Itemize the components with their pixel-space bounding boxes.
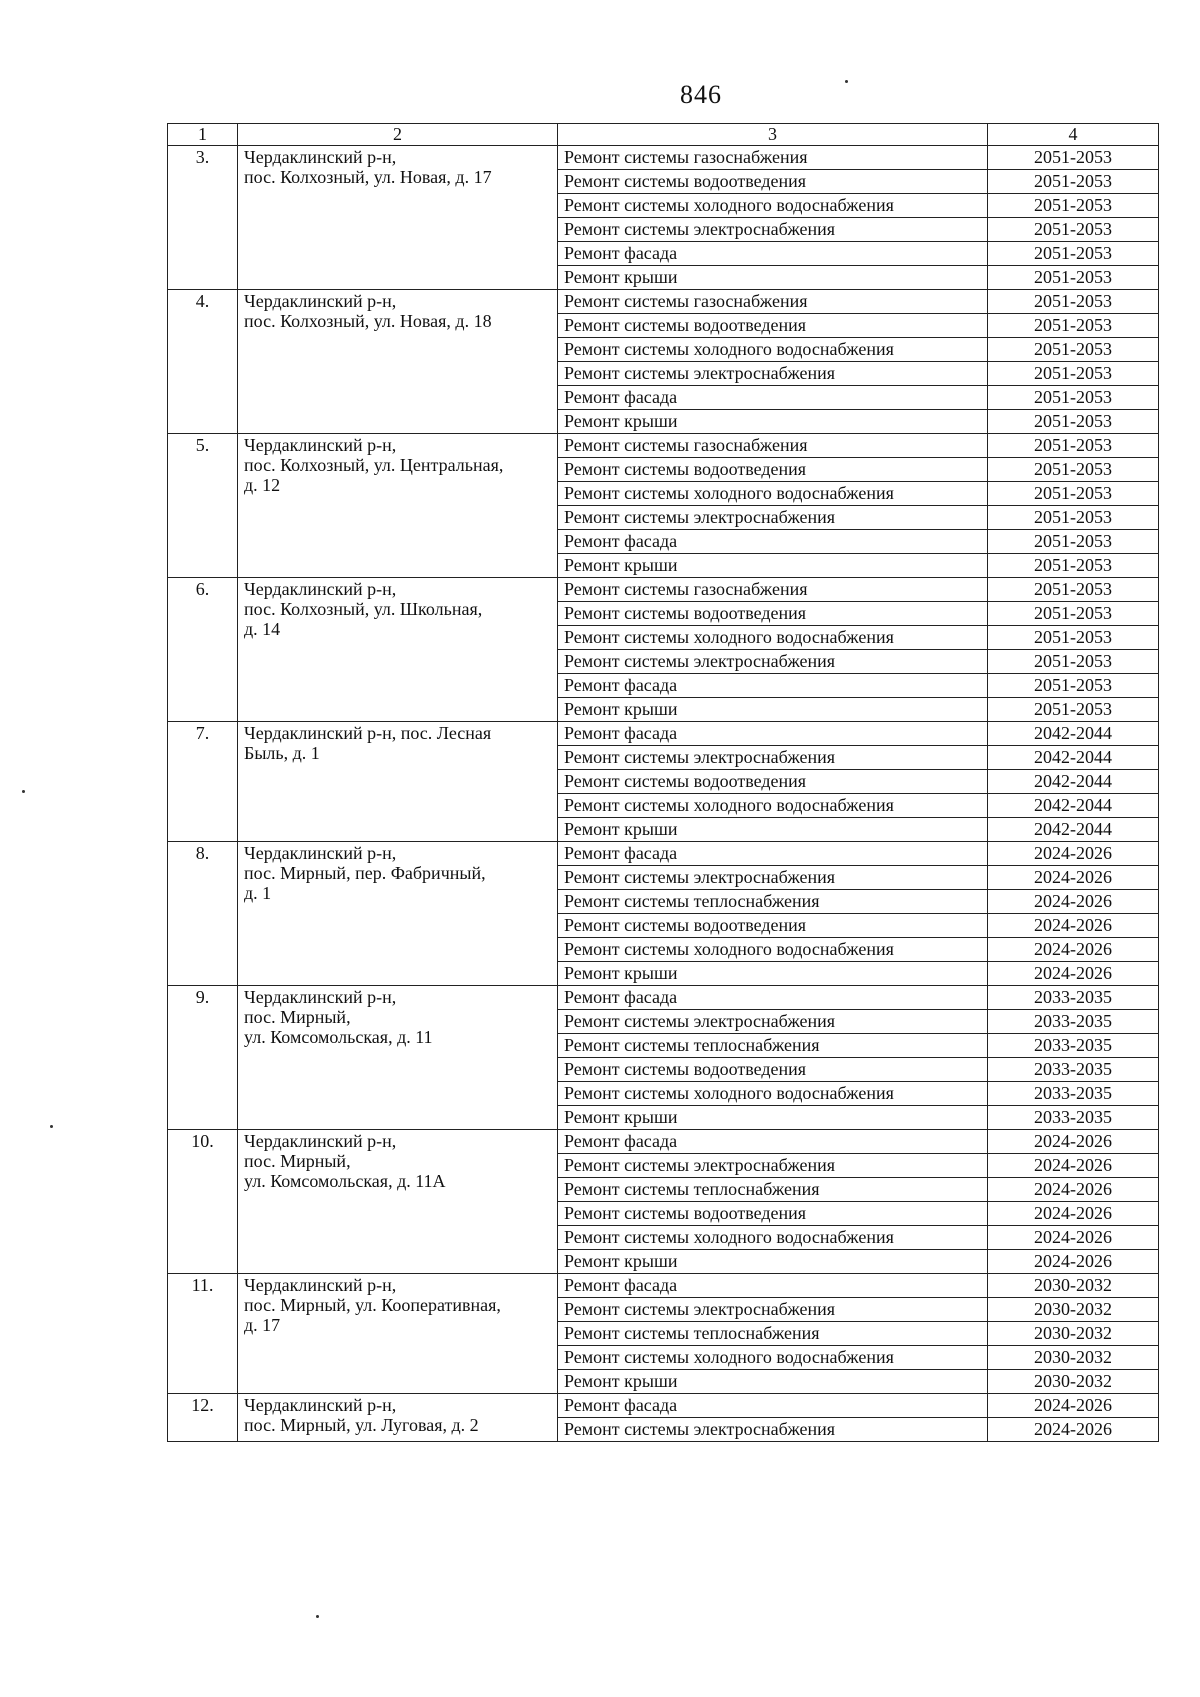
- work-type: Ремонт крыши: [558, 818, 988, 842]
- work-type: Ремонт системы теплоснабжения: [558, 1034, 988, 1058]
- item-number: 3.: [168, 146, 238, 290]
- work-type: Ремонт фасада: [558, 1130, 988, 1154]
- work-period: 2042-2044: [988, 818, 1159, 842]
- work-period: 2051-2053: [988, 578, 1159, 602]
- work-period: 2042-2044: [988, 746, 1159, 770]
- header-col-2: 2: [238, 124, 558, 146]
- table-row: [168, 986, 1159, 1010]
- work-period: 2051-2053: [988, 554, 1159, 578]
- address-line: пос. Колхозный, ул. Школьная,: [244, 599, 483, 619]
- work-period: 2024-2026: [988, 938, 1159, 962]
- work-type: Ремонт системы водоотведения: [558, 914, 988, 938]
- work-period: 2051-2053: [988, 698, 1159, 722]
- address-line: пос. Мирный, ул. Луговая, д. 2: [244, 1415, 479, 1435]
- address-line: Чердаклинский р-н,: [244, 987, 397, 1007]
- address-line: пос. Колхозный, ул. Центральная,: [244, 455, 504, 475]
- work-type: Ремонт системы холодного водоснабжения: [558, 194, 988, 218]
- work-period: 2024-2026: [988, 1250, 1159, 1274]
- work-period: 2030-2032: [988, 1346, 1159, 1370]
- work-period: 2024-2026: [988, 1130, 1159, 1154]
- address-line: пос. Колхозный, ул. Новая, д. 18: [244, 311, 492, 331]
- work-type: Ремонт системы водоотведения: [558, 170, 988, 194]
- work-type: Ремонт крыши: [558, 266, 988, 290]
- work-period: 2051-2053: [988, 194, 1159, 218]
- work-period: 2051-2053: [988, 482, 1159, 506]
- work-period: 2051-2053: [988, 602, 1159, 626]
- address-line: Чердаклинский р-н,: [244, 1275, 397, 1295]
- work-period: 2024-2026: [988, 1154, 1159, 1178]
- work-type: Ремонт системы холодного водоснабжения: [558, 1346, 988, 1370]
- work-type: Ремонт системы водоотведения: [558, 602, 988, 626]
- building-address: [238, 290, 558, 434]
- work-period: 2024-2026: [988, 1202, 1159, 1226]
- scan-speck: [316, 1615, 319, 1618]
- table-row: [168, 722, 1159, 746]
- address-line: д. 12: [244, 475, 281, 495]
- address-line: Быль, д. 1: [244, 743, 320, 763]
- address-line: пос. Мирный, ул. Кооперативная,: [244, 1295, 501, 1315]
- work-period: 2033-2035: [988, 1106, 1159, 1130]
- address-line: пос. Колхозный, ул. Новая, д. 17: [244, 167, 492, 187]
- work-period: 2051-2053: [988, 146, 1159, 170]
- work-type: Ремонт системы теплоснабжения: [558, 1178, 988, 1202]
- work-type: Ремонт системы электроснабжения: [558, 650, 988, 674]
- table-row: [168, 1274, 1159, 1298]
- work-type: Ремонт системы холодного водоснабжения: [558, 338, 988, 362]
- work-period: 2051-2053: [988, 314, 1159, 338]
- table-row: [168, 146, 1159, 170]
- building-address: [238, 722, 558, 842]
- header-row: [168, 124, 1159, 146]
- work-type: Ремонт системы водоотведения: [558, 1202, 988, 1226]
- work-period: 2033-2035: [988, 1034, 1159, 1058]
- work-type: Ремонт фасада: [558, 1394, 988, 1418]
- table-row: [168, 290, 1159, 314]
- work-type: Ремонт системы холодного водоснабжения: [558, 1226, 988, 1250]
- work-period: 2024-2026: [988, 890, 1159, 914]
- work-type: Ремонт системы электроснабжения: [558, 1154, 988, 1178]
- work-type: Ремонт фасада: [558, 242, 988, 266]
- table-body: [168, 124, 1159, 1442]
- building-address: [238, 1130, 558, 1274]
- table-row: [168, 434, 1159, 458]
- work-period: 2030-2032: [988, 1322, 1159, 1346]
- work-type: Ремонт крыши: [558, 410, 988, 434]
- work-type: Ремонт системы газоснабжения: [558, 578, 988, 602]
- work-type: Ремонт системы холодного водоснабжения: [558, 938, 988, 962]
- work-type: Ремонт системы электроснабжения: [558, 746, 988, 770]
- work-type: Ремонт системы холодного водоснабжения: [558, 482, 988, 506]
- work-period: 2024-2026: [988, 1178, 1159, 1202]
- address-line: д. 14: [244, 619, 281, 639]
- work-type: Ремонт системы водоотведения: [558, 458, 988, 482]
- work-period: 2033-2035: [988, 1010, 1159, 1034]
- table-row: [168, 1394, 1159, 1418]
- work-type: Ремонт системы холодного водоснабжения: [558, 794, 988, 818]
- work-type: Ремонт системы водоотведения: [558, 1058, 988, 1082]
- work-period: 2030-2032: [988, 1370, 1159, 1394]
- address-line: Чердаклинский р-н,: [244, 579, 397, 599]
- work-period: 2024-2026: [988, 866, 1159, 890]
- work-type: Ремонт крыши: [558, 1370, 988, 1394]
- work-type: Ремонт крыши: [558, 1106, 988, 1130]
- work-type: Ремонт системы электроснабжения: [558, 506, 988, 530]
- address-line: Чердаклинский р-н,: [244, 843, 397, 863]
- header-col-3: 3: [558, 124, 988, 146]
- work-type: Ремонт фасада: [558, 722, 988, 746]
- building-address: [238, 434, 558, 578]
- work-type: Ремонт системы электроснабжения: [558, 1010, 988, 1034]
- work-period: 2051-2053: [988, 410, 1159, 434]
- item-number: 9.: [168, 986, 238, 1130]
- address-line: пос. Мирный,: [244, 1151, 351, 1171]
- header-col-4: 4: [988, 124, 1159, 146]
- address-line: Чердаклинский р-н,: [244, 147, 397, 167]
- work-period: 2051-2053: [988, 626, 1159, 650]
- work-period: 2051-2053: [988, 506, 1159, 530]
- work-period: 2042-2044: [988, 722, 1159, 746]
- address-line: Чердаклинский р-н,: [244, 1131, 397, 1151]
- work-period: 2051-2053: [988, 218, 1159, 242]
- work-type: Ремонт системы водоотведения: [558, 314, 988, 338]
- work-type: Ремонт фасада: [558, 674, 988, 698]
- work-period: 2030-2032: [988, 1274, 1159, 1298]
- work-period: 2024-2026: [988, 1394, 1159, 1418]
- page-number: 846: [680, 80, 722, 109]
- building-address: [238, 578, 558, 722]
- building-address: [238, 986, 558, 1130]
- scan-speck: [50, 1125, 53, 1128]
- work-type: Ремонт системы газоснабжения: [558, 434, 988, 458]
- address-line: Чердаклинский р-н,: [244, 435, 397, 455]
- table-row: [168, 1130, 1159, 1154]
- work-period: 2051-2053: [988, 458, 1159, 482]
- work-period: 2051-2053: [988, 338, 1159, 362]
- building-address: [238, 1394, 558, 1442]
- work-period: 2051-2053: [988, 386, 1159, 410]
- item-number: 11.: [168, 1274, 238, 1394]
- work-period: 2051-2053: [988, 530, 1159, 554]
- work-period: 2051-2053: [988, 170, 1159, 194]
- work-period: 2024-2026: [988, 842, 1159, 866]
- work-type: Ремонт системы холодного водоснабжения: [558, 1082, 988, 1106]
- work-type: Ремонт системы теплоснабжения: [558, 890, 988, 914]
- address-line: Чердаклинский р-н,: [244, 1395, 397, 1415]
- work-type: Ремонт системы электроснабжения: [558, 866, 988, 890]
- repair-schedule-table: [167, 123, 1159, 1442]
- item-number: 12.: [168, 1394, 238, 1442]
- work-type: Ремонт системы электроснабжения: [558, 218, 988, 242]
- scan-speck: [845, 80, 848, 83]
- work-period: 2051-2053: [988, 650, 1159, 674]
- scan-speck: [22, 790, 25, 793]
- work-period: 2042-2044: [988, 770, 1159, 794]
- address-line: пос. Мирный, пер. Фабричный,: [244, 863, 486, 883]
- work-type: Ремонт фасада: [558, 1274, 988, 1298]
- address-line: д. 17: [244, 1315, 281, 1335]
- item-number: 7.: [168, 722, 238, 842]
- header-col-1: 1: [168, 124, 238, 146]
- work-type: Ремонт системы электроснабжения: [558, 1298, 988, 1322]
- work-type: Ремонт фасада: [558, 530, 988, 554]
- item-number: 6.: [168, 578, 238, 722]
- work-type: Ремонт системы газоснабжения: [558, 146, 988, 170]
- address-line: пос. Мирный,: [244, 1007, 351, 1027]
- work-type: Ремонт фасада: [558, 842, 988, 866]
- work-type: Ремонт системы газоснабжения: [558, 290, 988, 314]
- address-line: Чердаклинский р-н,: [244, 291, 397, 311]
- address-line: ул. Комсомольская, д. 11А: [244, 1171, 446, 1191]
- item-number: 5.: [168, 434, 238, 578]
- work-type: Ремонт крыши: [558, 1250, 988, 1274]
- table-row: [168, 842, 1159, 866]
- address-line: ул. Комсомольская, д. 11: [244, 1027, 433, 1047]
- item-number: 4.: [168, 290, 238, 434]
- work-type: Ремонт крыши: [558, 962, 988, 986]
- work-type: Ремонт крыши: [558, 554, 988, 578]
- work-period: 2051-2053: [988, 362, 1159, 386]
- address-line: Чердаклинский р-н, пос. Лесная: [244, 723, 492, 743]
- work-period: 2030-2032: [988, 1298, 1159, 1322]
- work-period: 2024-2026: [988, 914, 1159, 938]
- item-number: 8.: [168, 842, 238, 986]
- table-row: [168, 578, 1159, 602]
- work-period: 2033-2035: [988, 1082, 1159, 1106]
- building-address: [238, 842, 558, 986]
- item-number: 10.: [168, 1130, 238, 1274]
- work-type: Ремонт системы холодного водоснабжения: [558, 626, 988, 650]
- work-period: 2051-2053: [988, 242, 1159, 266]
- work-type: Ремонт системы электроснабжения: [558, 362, 988, 386]
- work-type: Ремонт системы водоотведения: [558, 770, 988, 794]
- work-type: Ремонт фасада: [558, 986, 988, 1010]
- work-type: Ремонт фасада: [558, 386, 988, 410]
- work-type: Ремонт системы электроснабжения: [558, 1418, 988, 1442]
- work-period: 2033-2035: [988, 986, 1159, 1010]
- building-address: [238, 1274, 558, 1394]
- address-line: д. 1: [244, 883, 272, 903]
- work-period: 2051-2053: [988, 674, 1159, 698]
- work-period: 2033-2035: [988, 1058, 1159, 1082]
- work-type: Ремонт крыши: [558, 698, 988, 722]
- work-period: 2024-2026: [988, 962, 1159, 986]
- work-period: 2024-2026: [988, 1226, 1159, 1250]
- work-type: Ремонт системы теплоснабжения: [558, 1322, 988, 1346]
- work-period: 2051-2053: [988, 266, 1159, 290]
- work-period: 2042-2044: [988, 794, 1159, 818]
- work-period: 2051-2053: [988, 434, 1159, 458]
- work-period: 2051-2053: [988, 290, 1159, 314]
- work-period: 2024-2026: [988, 1418, 1159, 1442]
- building-address: [238, 146, 558, 290]
